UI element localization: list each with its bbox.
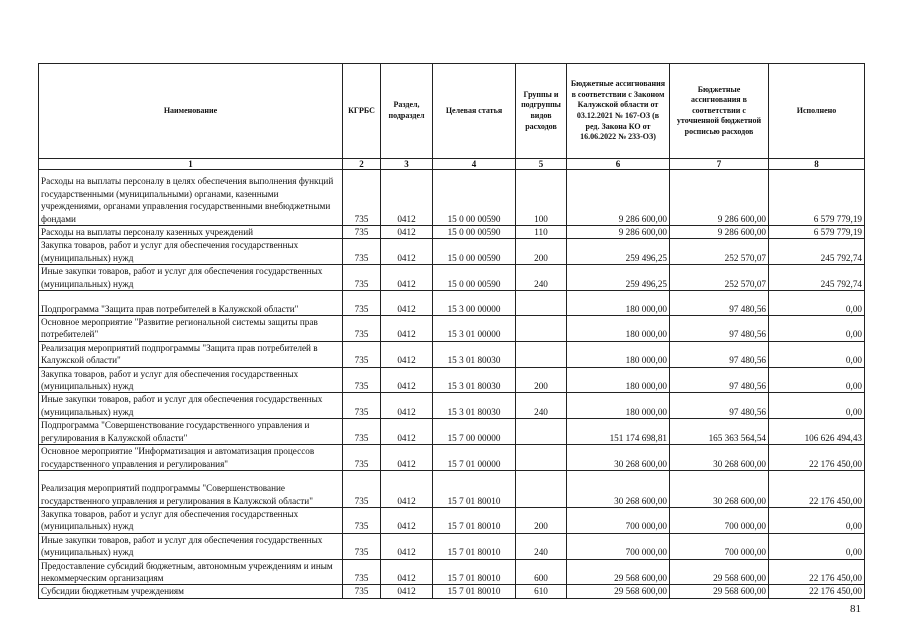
row-budget-allocation-cell: 9 286 600,00 [670, 170, 769, 226]
row-executed-cell: 0,00 [769, 316, 865, 342]
row-group-cell: 240 [516, 393, 567, 419]
row-budget-allocation-cell: 97 480,56 [670, 291, 769, 316]
row-name-cell: Иные закупки товаров, работ и услуг для обеспечения государственных (муниципальных) нужд [39, 265, 343, 291]
row-article-cell: 15 7 00 00000 [433, 419, 516, 445]
budget-table-sheet [38, 63, 864, 599]
column-number: 2 [343, 159, 381, 170]
row-executed-cell: 22 176 450,00 [769, 445, 865, 471]
row-name-cell: Реализация мероприятий подпрограммы "Совершенствование государственного управления и регулирования в Калужской области" [39, 470, 343, 507]
table-row [39, 419, 865, 445]
row-name-cell: Реализация мероприятий подпрограммы "Защита прав потребителей в Калужской области" [39, 341, 343, 367]
row-group-cell: 600 [516, 559, 567, 585]
row-kgrbs-cell: 735 [343, 533, 381, 559]
table-row [39, 507, 865, 533]
row-law-allocation-cell: 180 000,00 [567, 341, 670, 367]
row-budget-allocation-cell: 97 480,56 [670, 316, 769, 342]
row-article-cell: 15 0 00 00590 [433, 265, 516, 291]
row-budget-allocation-cell: 252 570,07 [670, 239, 769, 265]
row-executed-cell: 22 176 450,00 [769, 559, 865, 585]
column-number: 5 [516, 159, 567, 170]
row-executed-cell: 0,00 [769, 291, 865, 316]
row-name-cell: Иные закупки товаров, работ и услуг для обеспечения государственных (муниципальных) нужд [39, 533, 343, 559]
budget-execution-table [38, 63, 865, 599]
row-group-cell: 200 [516, 507, 567, 533]
table-row [39, 291, 865, 316]
row-kgrbs-cell: 735 [343, 393, 381, 419]
row-section-cell: 0412 [381, 419, 433, 445]
row-budget-allocation-cell: 97 480,56 [670, 367, 769, 393]
row-budget-allocation-cell: 700 000,00 [670, 533, 769, 559]
row-section-cell: 0412 [381, 341, 433, 367]
row-executed-cell: 0,00 [769, 507, 865, 533]
table-header-row [39, 64, 865, 159]
row-name-cell: Расходы на выплаты персоналу в целях обеспечения выполнения функций государственными (муниципальными) органами, казенными учреждениями, органами управления государственными внебюджетными фондами [39, 170, 343, 226]
row-section-cell: 0412 [381, 470, 433, 507]
row-budget-allocation-cell: 30 268 600,00 [670, 445, 769, 471]
row-budget-allocation-cell: 97 480,56 [670, 341, 769, 367]
table-row [39, 341, 865, 367]
row-law-allocation-cell: 29 568 600,00 [567, 585, 670, 598]
row-group-cell: 200 [516, 367, 567, 393]
table-row [39, 265, 865, 291]
row-section-cell: 0412 [381, 170, 433, 226]
table-row [39, 393, 865, 419]
table-row [39, 585, 865, 598]
column-number-row [39, 159, 865, 170]
table-row [39, 533, 865, 559]
row-article-cell: 15 0 00 00590 [433, 226, 516, 239]
header-kgrbs: КГРБС [343, 64, 381, 159]
header-section: Раздел, подраздел [381, 64, 433, 159]
column-number: 7 [670, 159, 769, 170]
row-law-allocation-cell: 180 000,00 [567, 367, 670, 393]
row-kgrbs-cell: 735 [343, 585, 381, 598]
column-number: 8 [769, 159, 865, 170]
row-group-cell: 100 [516, 170, 567, 226]
row-law-allocation-cell: 700 000,00 [567, 533, 670, 559]
row-executed-cell: 22 176 450,00 [769, 585, 865, 598]
row-name-cell: Подпрограмма "Защита прав потребителей в Калужской области" [39, 291, 343, 316]
row-kgrbs-cell: 735 [343, 470, 381, 507]
row-budget-allocation-cell: 29 568 600,00 [670, 585, 769, 598]
column-number: 3 [381, 159, 433, 170]
row-law-allocation-cell: 180 000,00 [567, 291, 670, 316]
row-kgrbs-cell: 735 [343, 170, 381, 226]
table-row [39, 367, 865, 393]
row-article-cell: 15 7 01 00000 [433, 445, 516, 471]
page-number: 81 [850, 603, 861, 615]
row-article-cell: 15 3 01 00000 [433, 316, 516, 342]
header-executed: Исполнено [769, 64, 865, 159]
column-number: 4 [433, 159, 516, 170]
row-section-cell: 0412 [381, 367, 433, 393]
row-law-allocation-cell: 9 286 600,00 [567, 170, 670, 226]
row-section-cell: 0412 [381, 291, 433, 316]
row-budget-allocation-cell: 165 363 564,54 [670, 419, 769, 445]
row-executed-cell: 0,00 [769, 367, 865, 393]
header-target-article: Целевая статья [433, 64, 516, 159]
row-group-cell [516, 470, 567, 507]
row-section-cell: 0412 [381, 585, 433, 598]
row-article-cell: 15 3 01 80030 [433, 341, 516, 367]
row-name-cell: Закупка товаров, работ и услуг для обеспечения государственных (муниципальных) нужд [39, 507, 343, 533]
row-kgrbs-cell: 735 [343, 507, 381, 533]
row-section-cell: 0412 [381, 239, 433, 265]
row-name-cell: Закупка товаров, работ и услуг для обеспечения государственных (муниципальных) нужд [39, 239, 343, 265]
row-executed-cell: 6 579 779,19 [769, 170, 865, 226]
row-executed-cell: 0,00 [769, 393, 865, 419]
table-row [39, 170, 865, 226]
row-budget-allocation-cell: 9 286 600,00 [670, 226, 769, 239]
row-law-allocation-cell: 30 268 600,00 [567, 470, 670, 507]
header-name: Наименование [39, 64, 343, 159]
row-kgrbs-cell: 735 [343, 316, 381, 342]
row-executed-cell: 0,00 [769, 533, 865, 559]
row-kgrbs-cell: 735 [343, 239, 381, 265]
row-kgrbs-cell: 735 [343, 341, 381, 367]
row-executed-cell: 106 626 494,43 [769, 419, 865, 445]
row-kgrbs-cell: 735 [343, 559, 381, 585]
row-executed-cell: 245 792,74 [769, 265, 865, 291]
row-kgrbs-cell: 735 [343, 226, 381, 239]
column-number: 6 [567, 159, 670, 170]
table-row [39, 316, 865, 342]
row-section-cell: 0412 [381, 226, 433, 239]
row-executed-cell: 0,00 [769, 341, 865, 367]
row-kgrbs-cell: 735 [343, 445, 381, 471]
row-kgrbs-cell: 735 [343, 367, 381, 393]
row-law-allocation-cell: 180 000,00 [567, 316, 670, 342]
table-row [39, 470, 865, 507]
row-law-allocation-cell: 259 496,25 [567, 265, 670, 291]
row-name-cell: Подпрограмма "Совершенствование государственного управления и регулирования в Калужской области" [39, 419, 343, 445]
row-group-cell [516, 316, 567, 342]
row-article-cell: 15 7 01 80010 [433, 470, 516, 507]
row-section-cell: 0412 [381, 445, 433, 471]
row-article-cell: 15 0 00 00590 [433, 170, 516, 226]
table-row [39, 239, 865, 265]
row-kgrbs-cell: 735 [343, 265, 381, 291]
row-law-allocation-cell: 30 268 600,00 [567, 445, 670, 471]
row-article-cell: 15 7 01 80010 [433, 507, 516, 533]
row-article-cell: 15 3 01 80030 [433, 367, 516, 393]
row-article-cell: 15 7 01 80010 [433, 585, 516, 598]
row-name-cell: Субсидии бюджетным учреждениям [39, 585, 343, 598]
row-article-cell: 15 7 01 80010 [433, 559, 516, 585]
row-group-cell [516, 419, 567, 445]
header-expense-groups: Группы и подгруппы видов расходов [516, 64, 567, 159]
row-budget-allocation-cell: 252 570,07 [670, 265, 769, 291]
row-name-cell: Расходы на выплаты персоналу казенных учреждений [39, 226, 343, 239]
row-name-cell: Закупка товаров, работ и услуг для обеспечения государственных (муниципальных) нужд [39, 367, 343, 393]
row-group-cell [516, 445, 567, 471]
row-budget-allocation-cell: 700 000,00 [670, 507, 769, 533]
row-article-cell: 15 7 01 80010 [433, 533, 516, 559]
row-law-allocation-cell: 29 568 600,00 [567, 559, 670, 585]
row-budget-allocation-cell: 29 568 600,00 [670, 559, 769, 585]
row-group-cell: 110 [516, 226, 567, 239]
header-law-allocations: Бюджетные ассигнования в соответствии с Законом Калужской области от 03.12.2021 № 167-ОЗ (в ред. Закона КО от 16.06.2022 № 233-ОЗ) [567, 64, 670, 159]
row-group-cell: 240 [516, 265, 567, 291]
table-row [39, 559, 865, 585]
row-section-cell: 0412 [381, 316, 433, 342]
row-group-cell [516, 291, 567, 316]
row-name-cell: Иные закупки товаров, работ и услуг для обеспечения государственных (муниципальных) нужд [39, 393, 343, 419]
row-law-allocation-cell: 9 286 600,00 [567, 226, 670, 239]
table-body [39, 170, 865, 599]
header-budget-allocations: Бюджетные ассигнования в соответствии с уточненной бюджетной росписью расходов [670, 64, 769, 159]
row-name-cell: Основное мероприятие "Развитие региональной системы защиты прав потребителей" [39, 316, 343, 342]
row-law-allocation-cell: 700 000,00 [567, 507, 670, 533]
row-section-cell: 0412 [381, 559, 433, 585]
row-group-cell: 200 [516, 239, 567, 265]
row-group-cell [516, 341, 567, 367]
row-law-allocation-cell: 180 000,00 [567, 393, 670, 419]
row-budget-allocation-cell: 30 268 600,00 [670, 470, 769, 507]
row-name-cell: Предоставление субсидий бюджетным, автономным учреждениям и иным некоммерческим организациям [39, 559, 343, 585]
column-number: 1 [39, 159, 343, 170]
table-row [39, 445, 865, 471]
row-group-cell: 610 [516, 585, 567, 598]
row-executed-cell: 22 176 450,00 [769, 470, 865, 507]
row-law-allocation-cell: 259 496,25 [567, 239, 670, 265]
row-law-allocation-cell: 151 174 698,81 [567, 419, 670, 445]
row-article-cell: 15 3 01 80030 [433, 393, 516, 419]
row-kgrbs-cell: 735 [343, 291, 381, 316]
table-row [39, 226, 865, 239]
row-section-cell: 0412 [381, 265, 433, 291]
row-group-cell: 240 [516, 533, 567, 559]
row-executed-cell: 6 579 779,19 [769, 226, 865, 239]
row-article-cell: 15 0 00 00590 [433, 239, 516, 265]
row-article-cell: 15 3 00 00000 [433, 291, 516, 316]
row-name-cell: Основное мероприятие "Информатизация и автоматизация процессов государственного управления и регулирования" [39, 445, 343, 471]
row-budget-allocation-cell: 97 480,56 [670, 393, 769, 419]
row-section-cell: 0412 [381, 507, 433, 533]
row-section-cell: 0412 [381, 533, 433, 559]
row-executed-cell: 245 792,74 [769, 239, 865, 265]
row-kgrbs-cell: 735 [343, 419, 381, 445]
row-section-cell: 0412 [381, 393, 433, 419]
